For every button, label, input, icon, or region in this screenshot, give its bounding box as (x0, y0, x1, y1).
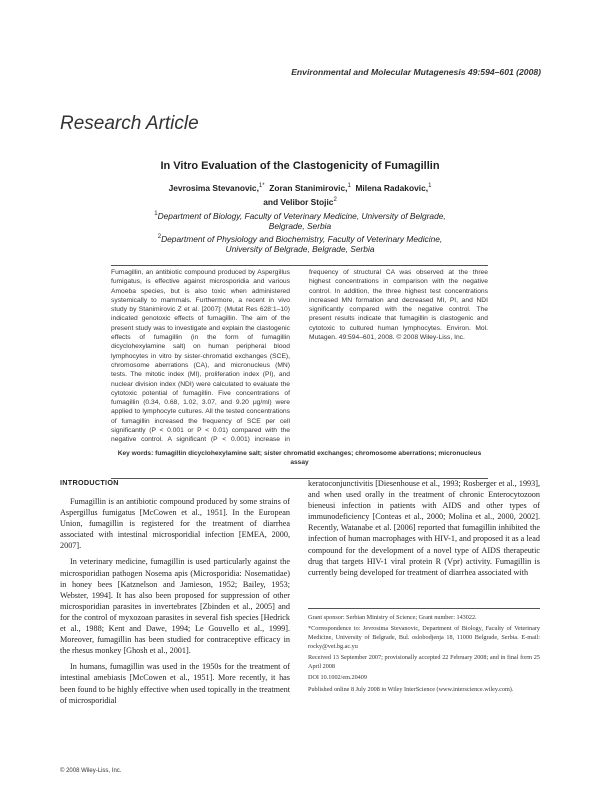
author-affiliation-mark: 1* (258, 183, 265, 189)
author-affiliation-mark: 1 (347, 183, 351, 189)
author-name: Milena Radakovic, (355, 182, 429, 193)
body-paragraph: Fumagillin is an antibiotic compound produced by some strains of Aspergillus fumigatus [McCowen et al., 1951]. In the European Union, fumagillin is registered for the treatment of diarrhea associated with intestinal microsporidial infection [EMEA, 2000, 2007]. (60, 497, 290, 551)
author-affiliation-mark: 1 (428, 183, 432, 189)
footnote-grant: Grant sponsor: Serbian Ministry of Science; Grant number: 143022. (308, 613, 477, 621)
affiliations (0, 209, 600, 255)
journal-citation: Environmental and Molecular Mutagenesis 49:594–601 (2008) (291, 67, 541, 77)
body-paragraph: In humans, fumagillin was used in the 1950s for the treatment of intestinal amebiasis [McCowen et al., 1951]. More recently, it has been found to be highly effective when used topically in the treatment of microsporidial (60, 662, 290, 705)
author-name: and Velibor Stojic (263, 196, 334, 207)
author-name: Jevrosima Stevanovic, (168, 182, 259, 193)
article-title: In Vitro Evaluation of the Clastogenicity of Fumagillin (160, 160, 440, 172)
keywords: Key words: fumagillin dicyclohexylamine salt; sister chromatid exchanges; chromosome aberrations; micronucleus assay (117, 450, 482, 466)
author-list (0, 180, 600, 208)
affiliation-1 (0, 209, 600, 221)
body-paragraph: keratoconjunctivitis [Diesenhouse et al., 1993; Rosberger et al., 1993], and when used orally in the treatment of chronic Enterocytozoon bieneusi infection in patients with AIDS and other types of immunodeficiency [Conteas et al., 2000; Molina et al., 2000, 2002]. Recently, Watanabe et al. [2006] reported that fumagillin inhibited the infection of human macrophages with HIV-1, and proposed it as a lead compound for the development of a novel type of AIDS therapeutic drug that targets HIV-1 viral protein R (Vpr) activity. Fumagillin is currently being developed for treatment of diarrhea associated with (308, 479, 540, 577)
affiliation-mark: 2 (157, 233, 162, 240)
affiliation-2-cont: University of Belgrade, Belgrade, Serbia (225, 244, 375, 255)
affiliation-1-cont: Belgrade, Serbia (268, 221, 332, 232)
abstract-text: Fumagillin, an antibiotic compound produced by Aspergillus fumigatus, is effective against microsporidia and various Amoeba species, but is also toxic when administered systemically to mammals. Furthermore, a recent in vivo study by Stanimirovic Z et al. [2007]: (Mutat Res 628:1–10) indicated genotoxic effects of fumagillin. The aim of the present study was to investigate and explain the clastogenic effects of fumagillin (in the form of fumagillin dicyclohexylamine salt) on human peripheral blood lymphocytes in vitro by sister-chromatid exchanges (SCE), chromosome aberrations (CA), and micronucleus (MN) tests. The mitotic index (MI), proliferation index (PI), and nuclear division index (NDI) were calculated to evaluate the cytotoxic potential of fumagillin. Five concentrations of fumagillin (0.34, 0.68, 1.02, 3.07, and 9.20 μg/ml) were applied to lymphocyte cultures. All the tested concentrations of fumagillin increased the frequency of SCE per cell significantly (P < 0.001 or P < 0.01) compared with the negative control. A significant (P < 0.001) increase in frequency of structural CA was observed at the three highest concentrations in comparison with the negative control. In addition, the three highest test concentrations increased MN formation and decreased MI, PI, and NDI significantly compared with the negative control. The present results indicate that fumagillin is clastogenic and cytotoxic to cultured human lymphocytes. Environ. Mol. Mutagen. 49:594–601, 2008. © 2008 Wiley-Liss, Inc. (111, 269, 488, 444)
footnote-received: Received 13 September 2007; provisionally accepted 22 February 2008; and in final form 25 April 2008 (308, 654, 540, 670)
body-left-column (60, 478, 290, 711)
affiliation-text: Department of Physiology and Biochemistry, Faculty of Veterinary Medicine, (161, 233, 443, 244)
section-heading: INTRODUCTION (60, 478, 119, 487)
footnote-correspondence: *Correspondence to: Jevrosima Stevanovic, Department of Biology, Faculty of Veterinary Medicine, University of Belgrade, Bul. oslobodjenja 18, 11000 Belgrade, Serbia. E-mail: rocky@vet.bg.ac.yu (308, 625, 540, 650)
article-type-heading: Research Article (60, 113, 199, 134)
footnote-published: Published online 8 July 2008 in Wiley InterScience (www.interscience.wiley.com). (308, 686, 514, 693)
affiliation-2 (0, 232, 600, 244)
copyright-footer: © 2008 Wiley-Liss, Inc. (60, 768, 122, 774)
footnote-divider (308, 608, 540, 609)
affiliation-text: Department of Biology, Faculty of Veterinary Medicine, University of Belgrade, (157, 210, 446, 221)
author-name: Zoran Stanimirovic, (269, 182, 348, 193)
body-paragraph: In veterinary medicine, fumagillin is used particularly against the microsporidian pathogen Nosema apis (Microsporidia: Nosematidae) in honey bees [Katznelson and Jamieson, 1952; Bailey, 1953; Webster, 1994]. It has also been proposed for suppression of other microsporidian parasites in invertebrates [Zbinden et al., 2005] and for the control of myxozoan parasites in several fish species [Hedrick et al., 1988; Kent and Dawe, 1994; Le Gouvello et al., 1999]. Moreover, fumagillin has been studied for contraceptive efficacy in the rhesus monkey [Ghosh et al., 2001]. (60, 557, 290, 656)
affiliation-mark: 1 (154, 211, 158, 217)
body-right-column (308, 478, 540, 698)
footnote-doi: DOI 10.1002/em.20409 (308, 674, 367, 682)
abstract-box (111, 265, 488, 479)
author-affiliation-mark: 2 (333, 196, 337, 203)
